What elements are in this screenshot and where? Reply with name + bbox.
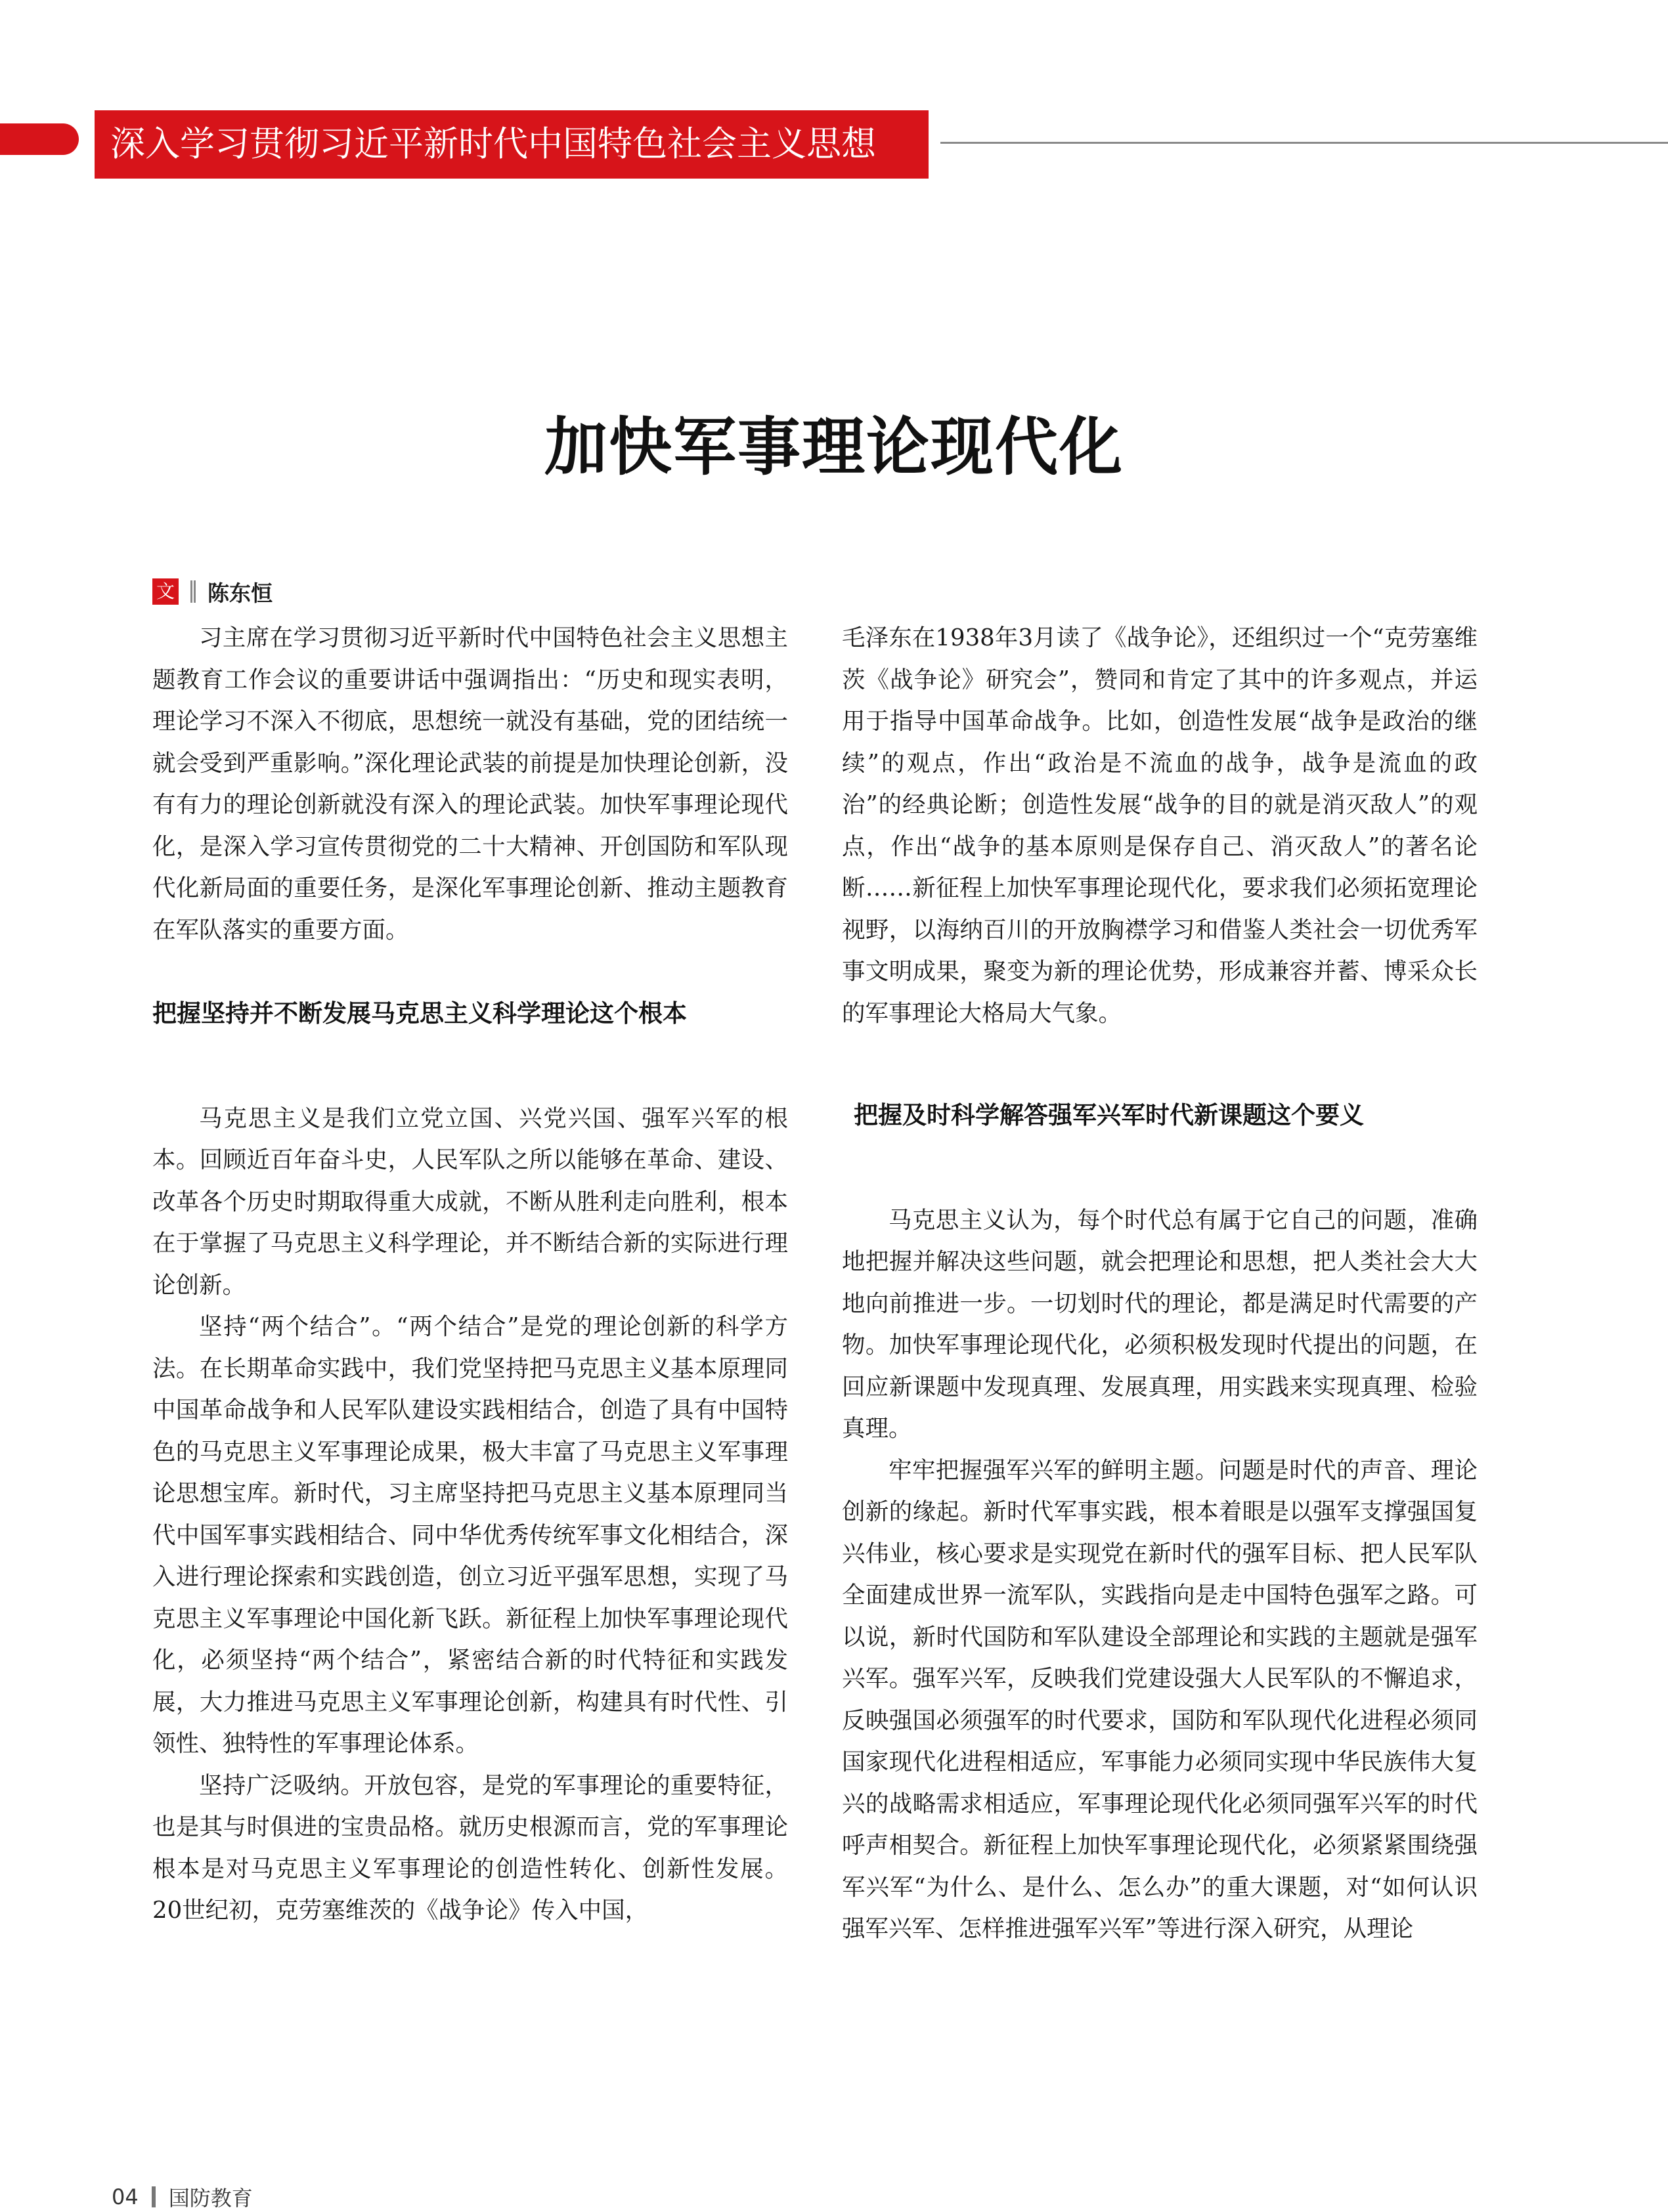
section-banner (95, 110, 929, 179)
paragraph: 牢牢把握强军兴军的鲜明主题。问题是时代的声音、理论创新的缘起。新时代军事实践，根本着眼是以强军支撑强国复兴伟业，核心要求是实现党在新时代的强军目标、把人民军队全面建成世界一流军队，实践指向是走中国特色强军之路。可以说，新时代国防和军队建设全部理论和实践的主题就是强军兴军。强军兴军，反映我们党建设强大人民军队的不懈追求，反映强国必须强军的时代要求，国防和军队现代化进程必须同国家现代化进程相适应，军事能力必须同实现中华民族伟大复兴的战略需求相适应，军事理论现代化必须同强军兴军的时代呼声相契合。新征程上加快军事理论现代化，必须紧紧围绕强军兴军“为什么、是什么、怎么办”的重大课题，对“如何认识强军兴军、怎样推进强军兴军”等进行深入研究，从理论 (842, 1456, 1478, 1942)
section-banner-text: 深入学习贯彻习近平新时代中国特色社会主义思想 (110, 124, 876, 164)
paragraph: 马克思主义认为，每个时代总有属于它自己的问题，准确地把握并解决这些问题，就会把理论和思想，把人类社会大大地向前推进一步。一切划时代的理论，都是满足时代需要的产物。加快军事理论现代化，必须积极发现时代提出的问题，在回应新课题中发现真理、发展真理，用实践来实现真理、检验真理。 (842, 1206, 1478, 1442)
paragraph: 习主席在学习贯彻习近平新时代中国特色社会主义思想主题教育工作会议的重要讲话中强调指出：“历史和现实表明，理论学习不深入不彻底，思想统一就没有基础，党的团结统一就会受到严重影响。”深化理论武装的前提是加快理论创新，没有有力的理论创新就没有深入的理论武装。加快军事理论现代化，是深入学习宣传贯彻党的二十大精神、开创国防和军队现代化新局面的重要任务，是深化军事理论创新、推动主题教育在军队落实的重要方面。 (152, 624, 788, 943)
article-title: 加快军事理论现代化 (544, 410, 1124, 484)
publication-name: 国防教育 (168, 2186, 253, 2211)
paragraph: 坚持广泛吸纳。开放包容，是党的军事理论的重要特征，也是其与时俱进的宝贵品格。就历史根源而言，党的军事理论根本是对马克思主义军事理论的创造性转化、创新性发展。20世纪初，克劳塞维茨的《战争论》传入中国， (152, 1771, 788, 1924)
page-footer (112, 2185, 253, 2209)
right-column (842, 617, 1478, 1950)
author-name: 陈东恒 (208, 580, 273, 606)
byline (152, 576, 273, 607)
byline-divider (190, 580, 196, 603)
section-heading: 把握及时科学解答强军兴军时代新课题这个要义 (854, 1101, 1364, 1129)
paragraph: 毛泽东在1938年3月读了《战争论》，还组织过一个“克劳塞维茨《战争论》研究会”，赞同和肯定了其中的许多观点，并运用于指导中国革命战争。比如，创造性发展“战争是政治的继续”的观点，作出“政治是不流血的战争，战争是流血的政治”的经典论断；创造性发展“战争的目的就是消灭敌人”的观点，作出“战争的基本原则是保存自己、消灭敌人”的著名论断……新征程上加快军事理论现代化，要求我们必须拓宽理论视野，以海纳百川的开放胸襟学习和借鉴人类社会一切优秀军事文明成果，聚变为新的理论优势，形成兼容并蓄、博采众长的军事理论大格局大气象。 (842, 624, 1478, 1027)
paragraph: 马克思主义是我们立党立国、兴党兴国、强军兴军的根本。回顾近百年奋斗史，人民军队之所以能够在革命、建设、改革各个历史时期取得重大成就，不断从胜利走向胜利，根本在于掌握了马克思主义科学理论，并不断结合新的实际进行理论创新。 (152, 1104, 788, 1299)
banner-divider (940, 142, 1668, 144)
byline-mark: 文 (152, 578, 179, 605)
paragraph: 坚持“两个结合”。“两个结合”是党的理论创新的科学方法。在长期革命实践中，我们党坚持把马克思主义基本原理同中国革命战争和人民军队建设实践相结合，创造了具有中国特色的马克思主义军事理论成果，极大丰富了马克思主义军事理论思想宝库。新时代，习主席坚持把马克思主义基本原理同当代中国军事实践相结合、同中华优秀传统军事文化相结合，深入进行理论探索和实践创造，创立习近平强军思想，实现了马克思主义军事理论中国化新飞跃。新征程上加快军事理论现代化，必须坚持“两个结合”，紧密结合新的时代特征和实践发展，大力推进马克思主义军事理论创新，构建具有时代性、引领性、独特性的军事理论体系。 (152, 1313, 788, 1757)
page-number: 04 (112, 2184, 139, 2209)
section-heading: 把握坚持并不断发展马克思主义科学理论这个根本 (152, 999, 687, 1028)
left-column (152, 617, 788, 1932)
banner-accent-tab (0, 123, 79, 155)
footer-divider (152, 2186, 156, 2207)
